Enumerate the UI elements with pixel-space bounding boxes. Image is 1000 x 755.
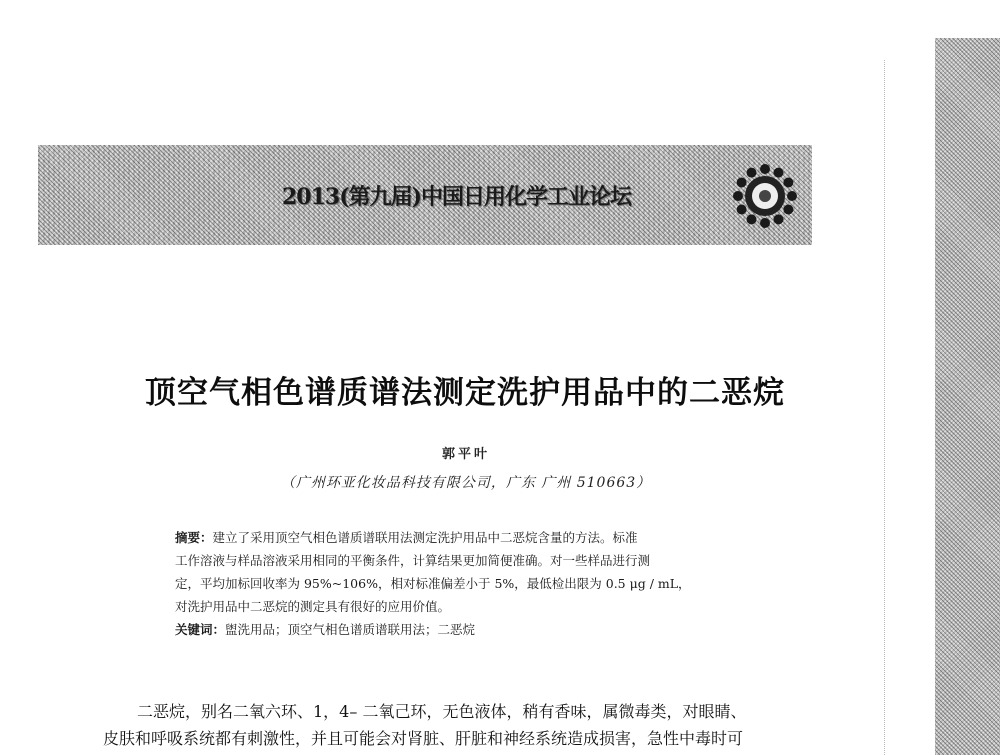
scanned-side-strip (935, 38, 1000, 755)
keywords-line (175, 618, 775, 641)
abstract-line (175, 526, 775, 549)
abstract-block (175, 526, 775, 641)
abstract-text: 建立了采用顶空气相色谱质谱联用法测定洗护用品中二恶烷含量的方法。标准 (212, 530, 638, 545)
abstract-label: 摘要： (175, 530, 213, 545)
keywords-text: 盥洗用品；顶空气相色谱质谱联用法；二恶烷 (225, 622, 476, 637)
author-affiliation: （广州环亚化妆品科技有限公司，广东 广州 510663） (280, 475, 652, 491)
banner-title: 2013(第九届)中国日用化学工业论坛 (282, 184, 632, 210)
paper-title: 顶空气相色谱质谱法测定洗护用品中的二恶烷 (145, 375, 785, 411)
body-line: 皮肤和呼吸系统都有刺激性，并且可能会对肾脏、肝脏和神经系统造成损害，急性中毒时可 (103, 729, 744, 748)
body-paragraph (103, 698, 838, 752)
conference-banner (38, 145, 812, 245)
abstract-line: 工作溶液与样品溶液采用相同的平衡条件，计算结果更加简便准确。对一些样品进行测 (175, 553, 651, 568)
conference-emblem-icon (732, 163, 798, 229)
author-name: 郭平叶 (441, 447, 490, 462)
abstract-line: 对洗护用品中二恶烷的测定具有很好的应用价值。 (175, 599, 451, 614)
body-line: 二恶烷，别名二氧六环、1，4– 二氧己环，无色液体，稍有香味，属微毒类，对眼睛、 (137, 702, 747, 721)
abstract-line: 定，平均加标回收率为 95%~106%，相对标准偏差小于 5%，最低检出限为 0.5 μg / mL， (175, 576, 691, 591)
keywords-label: 关键词： (175, 622, 226, 637)
